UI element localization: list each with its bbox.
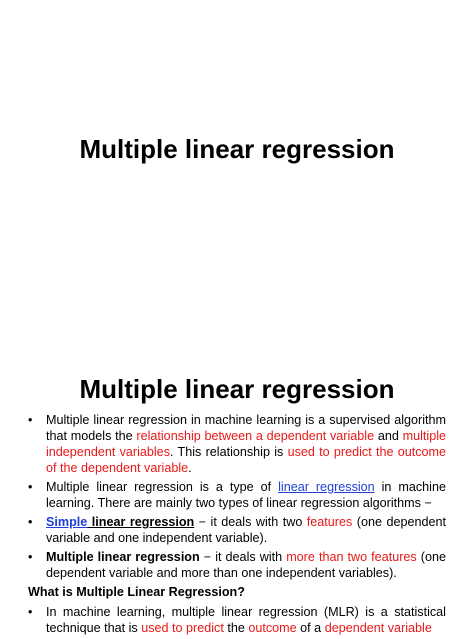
bullet-simple [28,514,446,546]
highlight-text: used to predict the outcome of the dependent variable [46,445,447,475]
bullet-types [28,479,446,511]
highlight-text: dependent variable [324,621,432,635]
bullet-icon: • [28,605,33,619]
bullet-definition [28,412,446,476]
text: (one dependent variable and more than one independent variables). [46,550,446,580]
highlight-text: outcome [248,621,297,635]
text: In machine learning, multiple linear regression (MLR) is a statistical technique that is [46,605,446,635]
bullet-icon: • [28,515,33,529]
text: in machine learning. There are mainly two types of linear regression algorithms − [46,480,446,510]
bullet-mlr [28,604,446,636]
bullet-icon: • [28,480,33,494]
highlight-text: relationship between a dependent variable [136,429,375,443]
text: (one dependent variable and one independent variable). [46,515,446,545]
text: Multiple linear regression in machine learning is a supervised algorithm that models the [46,413,446,443]
slide-heading: Multiple linear regression [79,374,395,404]
text: . This relationship is [170,445,288,459]
simple-link[interactable]: Simple [46,515,88,529]
text: Multiple linear regression is a type of [46,480,279,494]
text: the [223,621,249,635]
highlight-text: used to predict [141,621,224,635]
slide-title: Multiple linear regression [79,134,395,164]
content-slide [0,354,474,635]
highlight-text: more than two features [286,550,417,564]
text: − it deals with [199,550,287,564]
highlight-text: features [306,515,353,529]
bullet-icon: • [28,550,33,564]
section-heading: What is Multiple Linear Regression? [28,585,245,599]
text: − it deals with two [194,515,307,529]
bold-term: Multiple linear regression [46,550,200,564]
bold-term: linear regression [87,515,195,529]
text: and [374,429,403,443]
linear-regression-link[interactable]: linear regression [278,480,375,494]
highlight-text: multiple independent variables [46,429,447,459]
bullet-icon: • [28,413,33,427]
slide-body [28,412,446,639]
text: . [188,461,192,475]
text: of a [296,621,325,635]
bullet-multiple [28,549,446,581]
